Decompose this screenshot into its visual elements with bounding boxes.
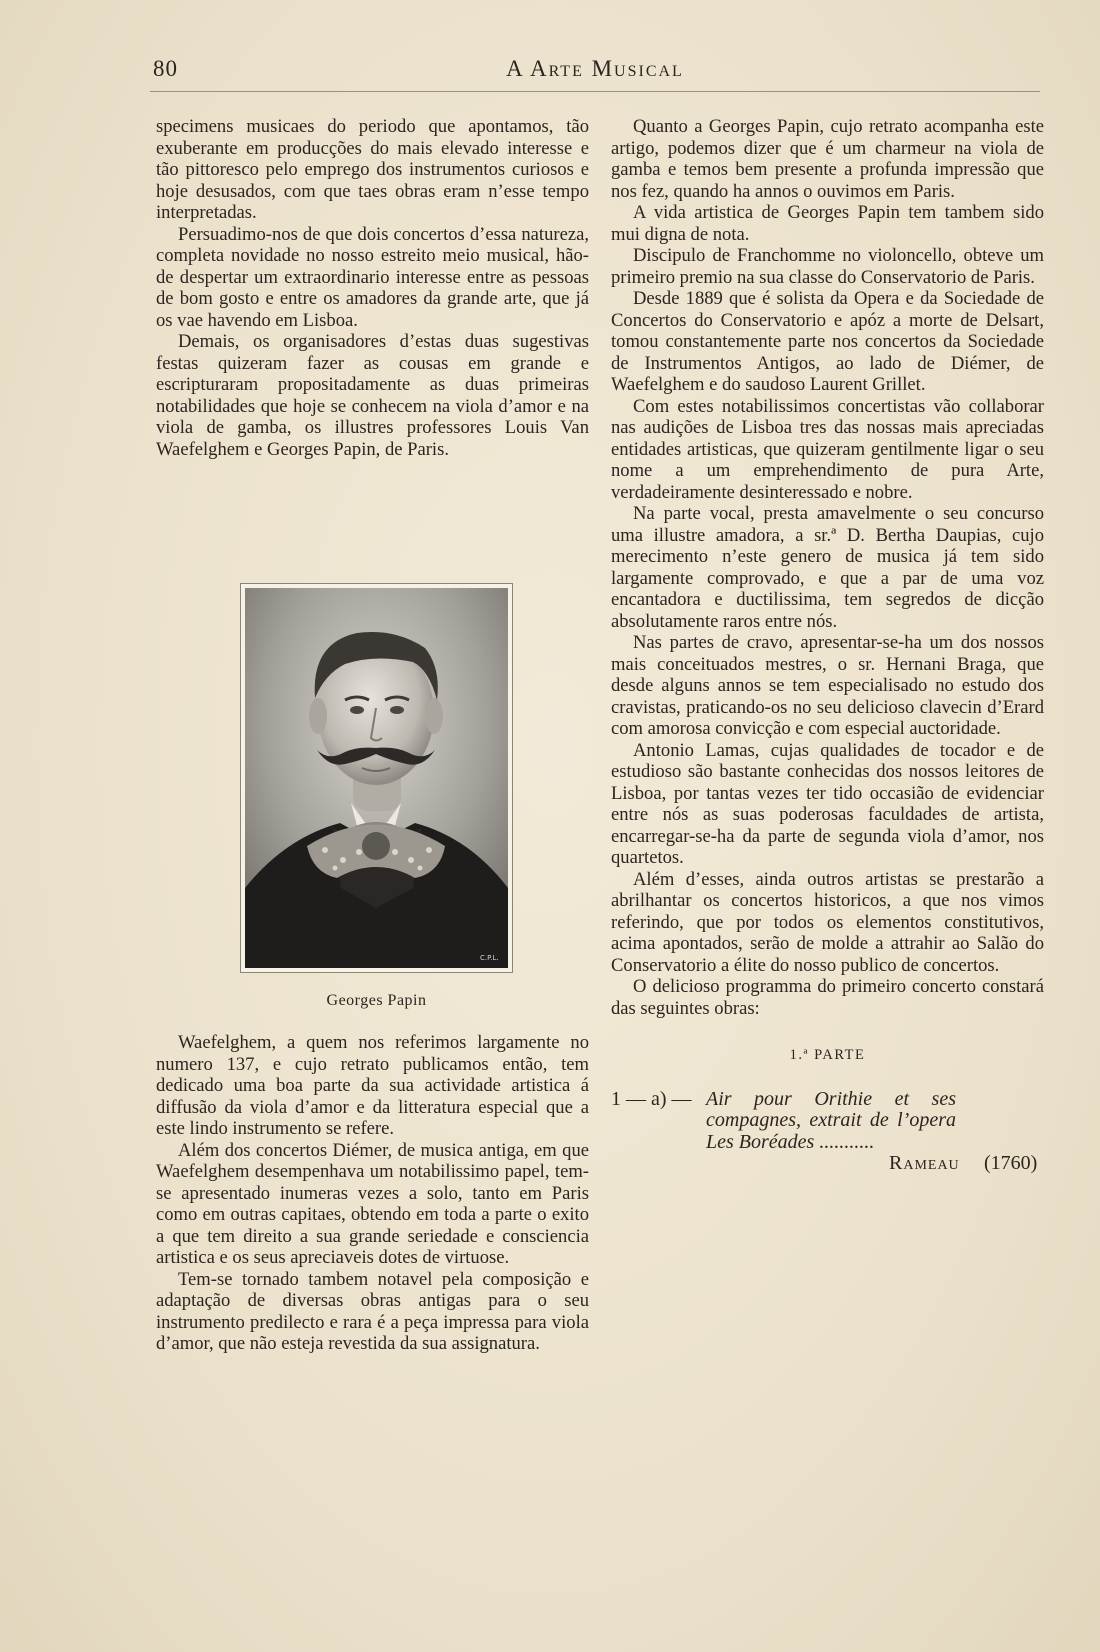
- figure-caption: Georges Papin: [326, 992, 427, 1009]
- running-title: A Arte Musical: [506, 56, 684, 81]
- svg-text:C.P.L.: C.P.L.: [480, 954, 499, 962]
- paragraph: Persuadimo-nos de que dois concertos d’essa natureza, completa novidade no nosso estreito meio musical, hão-de despertar um extraordinario interesse entre as pessoas de bom gosto e entre os amadores da grande arte, que já os vae havendo em Lisboa.: [156, 223, 589, 331]
- paragraph: Antonio Lamas, cujas qualidades de tocador e de estudioso são bastante conhecidas dos nossos leitores de Lisboa, por tantas vezes ter tido occasião de evidenciar entre nós as suas poderosas faculdades de artista, encarregar-se-ha da parte de segunda viola d’amor, nos quartetos.: [611, 739, 1044, 868]
- paragraph: Discipulo de Franchomme no violoncello, obteve um primeiro premio na sua classe do Conservatorio de Paris.: [611, 245, 1044, 288]
- paragraph: Com estes notabilissimos concertistas vão collaborar nas audições de Lisboa tres das nossas mais apreciadas entidades artisticas, que quizeram gentilmente ligar o seu nome a um emprehendimento de pura Arte, verdadeiramente desinteressado e nobre.: [611, 395, 1044, 503]
- paragraph: Além d’esses, ainda outros artistas se prestarão a abrilhantar os concertos historicos, a que nos vimos referindo, que por todos os elementos constitutivos, acima apontados, serão de molde a attrahir ao Salão do Conservatorio a élite do nosso publico de concertos.: [611, 868, 1044, 976]
- paragraph: Desde 1889 que é solista da Opera e da Sociedade de Concertos do Conservatorio e apóz a morte de Delsart, tomou constantemente parte nos concertos da Sociedade de Instrumentos Antigos, ao lado de Diémer, de Waefelghem e do saudoso Laurent Grillet.: [611, 288, 1044, 395]
- right-column: [611, 116, 1044, 1175]
- paragraph: Waefelghem, a quem nos referimos largamente no numero 137, e cujo retrato publicamos então, tem dedicado uma boa parte da sua actividade artistica á diffusão da viola d’amor e da litteratura especial que a este lindo instrumento se refere.: [156, 1032, 589, 1139]
- page-header: [150, 56, 1040, 96]
- page-number: 80: [153, 56, 178, 81]
- left-column-continued: [156, 1032, 589, 1355]
- program-entry-year: (1760): [984, 1151, 1038, 1174]
- paragraph: Demais, os organisadores d’estas duas sugestivas festas quizeram fazer as cousas em grande e escripturaram propositadamente as duas primeiras notabilidades que hoje se conhecem na viola d’amor e na viola de gamba, os illustres professores Louis Van Waefelghem e Georges Papin, de Paris.: [156, 331, 589, 460]
- portrait-photo: [245, 588, 508, 968]
- program-entry-composer: Rameau: [889, 1151, 960, 1174]
- paragraph: O delicioso programma do primeiro concerto constará das seguintes obras:: [611, 976, 1044, 1019]
- program-part-heading: 1.ª PARTE: [789, 1047, 866, 1063]
- paragraph: Quanto a Georges Papin, cujo retrato acompanha este artigo, podemos dizer que é um charmeur na viola de gamba e temos bem presente a profunda impressão que nos fez, quando ha annos o ouvimos em Paris.: [611, 116, 1044, 202]
- paragraph: A vida artistica de Georges Papin tem tambem sido mui digna de nota.: [611, 202, 1044, 245]
- paragraph: Tem-se tornado tambem notavel pela composição e adaptação de diversas obras antigas para o seu instrumento predilecto e rara é a peça impressa para viola d’amor, que não esteja revestida da sua assignatura.: [156, 1268, 589, 1354]
- header-rule: [150, 91, 1040, 92]
- portrait-illustration: [245, 588, 508, 968]
- paragraph: Na parte vocal, presta amavelmente o seu concurso uma illustre amadora, a sr.ª D. Bertha Daupias, cujo merecimento n’este genero de musica já tem sido largamente comprovado, e que a par de uma voz encantadora e ductilissima, tem segredos de dicção absolutamente raros entre nós.: [611, 503, 1044, 632]
- program-entry: [611, 1089, 1044, 1175]
- paragraph: Nas partes de cravo, apresentar-se-ha um dos nossos mais conceituados mestres, o sr. Hernani Braga, que desde alguns annos se tem especialisado no estudo dos cravistas, praticando-os no seu delicioso clavecin d’Erard com amorosa convicção e com especial auctoridade.: [611, 632, 1044, 739]
- program-entry-number: 1 — a) —: [611, 1087, 692, 1110]
- paragraph: specimens musicaes do periodo que apontamos, tão exuberante em producções do mais elevado interesse e tão pittoresco pelo emprego dos instrumentos curiosos e hoje desusados, com que taes obras eram n’esse tempo interpretadas.: [156, 116, 589, 223]
- program-entry-work: Air pour Orithie et ses compagnes, extrait de l’opera Les Boréades ...........: [706, 1087, 956, 1153]
- portrait-figure: [240, 583, 513, 973]
- paragraph: Além dos concertos Diémer, de musica antiga, em que Waefelghem desempenhava um notabilissimo papel, tem-se apresentado inumeras vezes a solo, tanto em Paris como em outras capitaes, obtendo em toda a parte o exito a que tem direito a sua grande seriedade e consciencia artistica e os seus apreciaveis dotes de virtuose.: [156, 1139, 589, 1268]
- left-column: [156, 116, 589, 460]
